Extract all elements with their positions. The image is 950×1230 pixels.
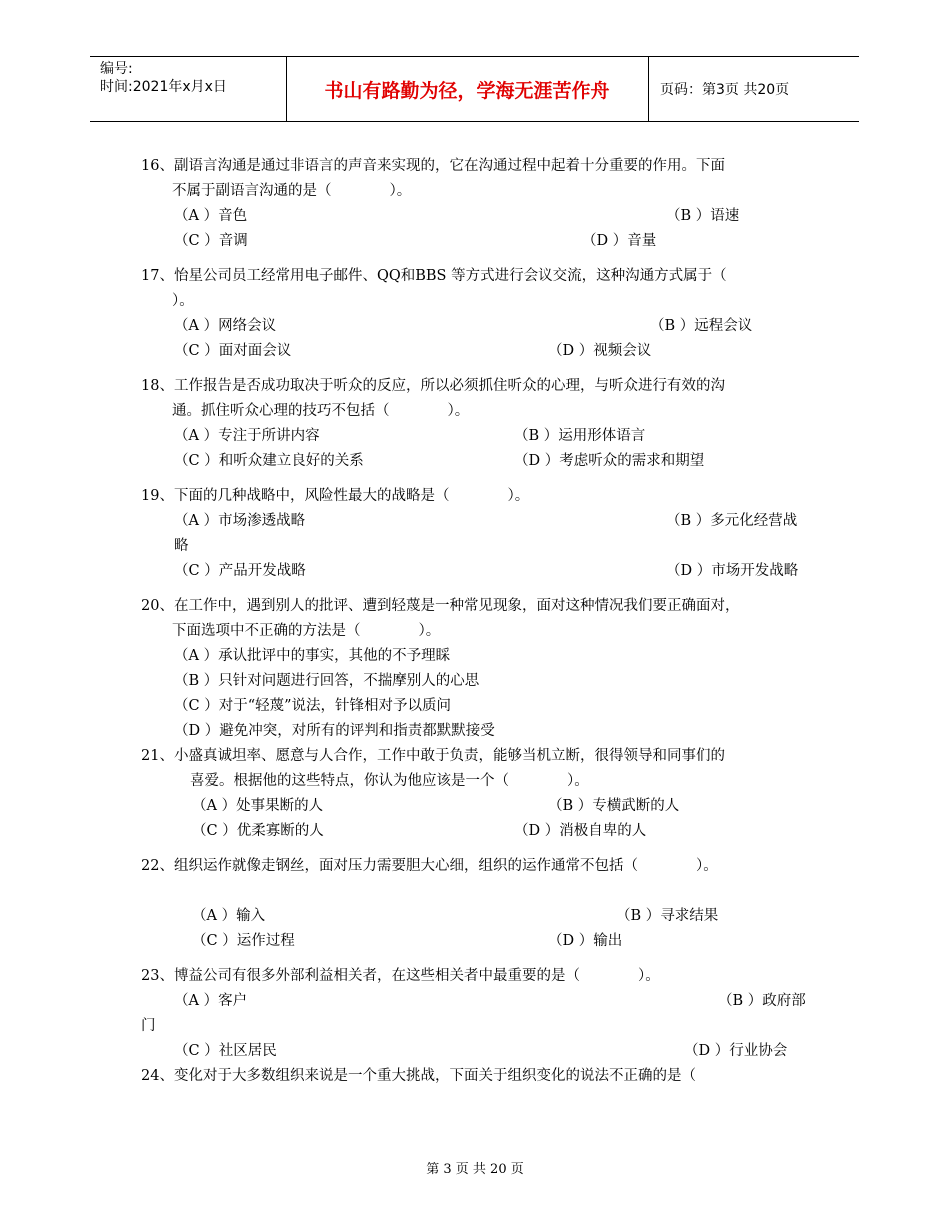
option-21-a: （A ）处事果断的人 — [192, 798, 324, 814]
option-16-c: （C ）音调 — [174, 233, 248, 249]
code-label: 编号: — [100, 61, 133, 77]
option-17-b: （B ）远程会议 — [650, 318, 753, 334]
question-17-stem-cont: ）。 — [172, 293, 194, 309]
option-16-b: （B ）语速 — [666, 208, 740, 224]
option-22-c: （C ）运作过程 — [192, 933, 295, 949]
header-top-rule — [90, 56, 859, 57]
option-23-b: （B ）政府部 — [718, 993, 806, 1009]
option-20-c: （C ）对于“轻蔑”说法，针锋相对予以质问 — [174, 698, 452, 714]
option-19-b: （B ）多元化经营战 — [666, 513, 798, 529]
question-21-stem: 21、小盛真诚坦率、愿意与人合作，工作中敢于负责，能够当机立断，很得领导和同事们的 — [141, 748, 725, 764]
question-23-stem: 23、博益公司有很多外部利益相关者，在这些相关者中最重要的是（ ）。 — [141, 968, 660, 984]
page-code: 页码：第3页 共20页 — [660, 82, 790, 98]
question-20-stem: 20、在工作中，遇到别人的批评、遭到轻蔑是一种常见现象，面对这种情况我们要正确面对， — [141, 598, 740, 614]
option-21-c: （C ）优柔寡断的人 — [192, 823, 324, 839]
option-17-d: （D ）视频会议 — [548, 343, 652, 359]
page-footer: 第 3 页 共 20 页 — [426, 1162, 524, 1177]
question-18-stem-cont: 通。抓住听众心理的技巧不包括（ ）。 — [172, 403, 470, 419]
question-21-stem-cont: 喜爱。根据他的这些特点，你认为他应该是一个（ ）。 — [190, 773, 589, 789]
question-16-stem: 16、副语言沟通是通过非语言的声音来实现的，它在沟通过程中起着十分重要的作用。下面 — [141, 158, 725, 174]
option-20-a: （A ）承认批评中的事实，其他的不予理睬 — [174, 648, 451, 664]
question-20-stem-cont: 下面选项中不正确的方法是（ ）。 — [172, 623, 441, 639]
option-19-d: （D ）市场开发战略 — [666, 563, 799, 579]
option-18-b: （B ）运用形体语言 — [514, 428, 646, 444]
option-16-a: （A ）音色 — [174, 208, 248, 224]
question-18-stem: 18、工作报告是否成功取决于听众的反应，所以必须抓住听众的心理，与听众进行有效的沟 — [141, 378, 725, 394]
option-17-c: （C ）面对面会议 — [174, 343, 292, 359]
option-23-c: （C ）社区居民 — [174, 1043, 277, 1059]
motto: 书山有路勤为径，学海无涯苦作舟 — [324, 80, 610, 102]
option-20-d: （D ）避免冲突，对所有的评判和指责都默默接受 — [174, 723, 495, 739]
option-17-a: （A ）网络会议 — [174, 318, 277, 334]
question-22-stem: 22、组织运作就像走钢丝，面对压力需要胆大心细，组织的运作通常不包括（ ）。 — [141, 858, 718, 874]
option-19-c: （C ）产品开发战略 — [174, 563, 306, 579]
option-23-d: （D ）行业协会 — [684, 1043, 788, 1059]
option-18-a: （A ）专注于所讲内容 — [174, 428, 320, 444]
option-18-c: （C ）和听众建立良好的关系 — [174, 453, 364, 469]
header-bottom-rule — [90, 121, 859, 122]
option-19-a: （A ）市场渗透战略 — [174, 513, 306, 529]
option-18-d: （D ）考虑听众的需求和期望 — [514, 453, 705, 469]
option-23-a: （A ）客户 — [174, 993, 248, 1009]
option-22-d: （D ）输出 — [548, 933, 623, 949]
header-divider-right — [648, 57, 649, 121]
option-21-b: （B ）专横武断的人 — [548, 798, 680, 814]
option-22-a: （A ）输入 — [192, 908, 266, 924]
header-meta — [100, 60, 227, 96]
question-24-stem: 24、变化对于大多数组织来说是一个重大挑战，下面关于组织变化的说法不正确的是（ — [141, 1068, 696, 1084]
option-20-b: （B ）只针对问题进行回答，不揣摩别人的心思 — [174, 673, 480, 689]
option-23-b-cont: 门 — [141, 1018, 156, 1034]
question-17-stem: 17、怡星公司员工经常用电子邮件、QQ和BBS 等方式进行会议交流，这种沟通方式属于（ — [141, 268, 727, 284]
question-16-stem-cont: 不属于副语言沟通的是（ ）。 — [172, 183, 412, 199]
option-21-d: （D ）消极自卑的人 — [514, 823, 647, 839]
option-19-b-cont: 略 — [174, 538, 189, 554]
time-label: 时间:2021年x月x日 — [100, 79, 227, 95]
option-16-d: （D ）音量 — [582, 233, 657, 249]
option-22-b: （B ）寻求结果 — [616, 908, 719, 924]
question-19-stem: 19、下面的几种战略中，风险性最大的战略是（ ）。 — [141, 488, 530, 504]
